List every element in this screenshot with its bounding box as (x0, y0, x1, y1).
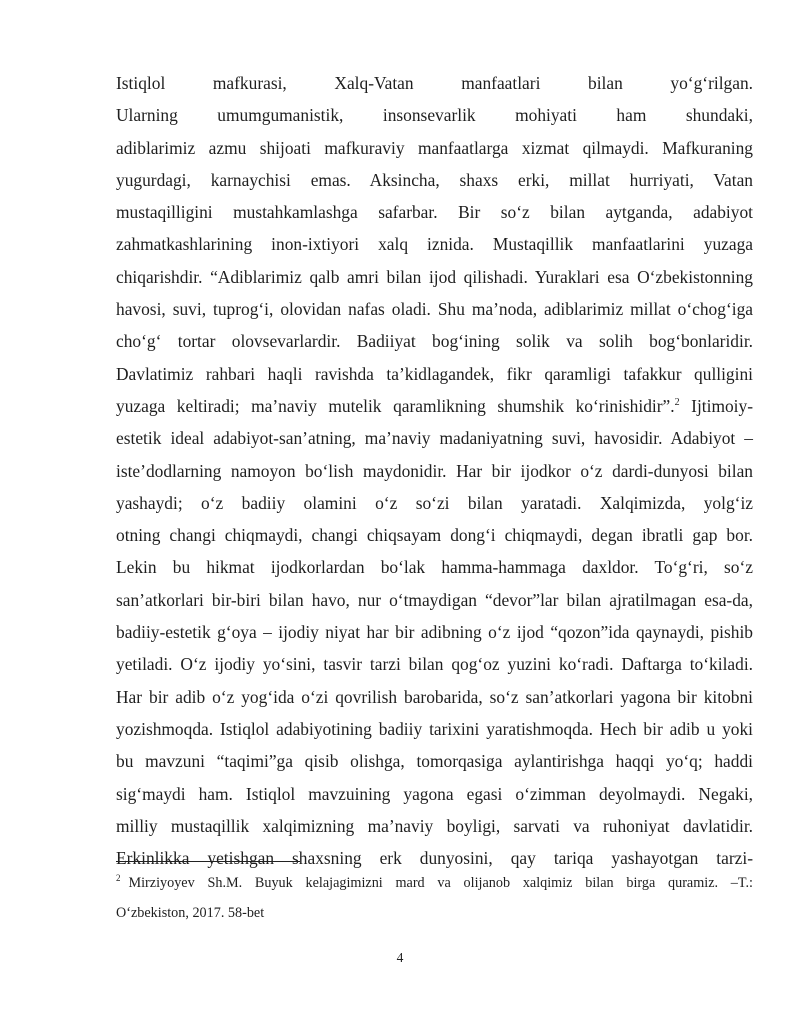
text-span: yuzaga keltiradi; ma’naviy mutelik qaramlikning shumshik ko‘rinishidir”. (116, 395, 675, 416)
text-line: Davlatimiz rahbari haqli ravishda ta’kidlagandek, fikr qaramligi tafakkur qulligini (116, 363, 753, 384)
text-line: Istiqlol mafkurasi, Xalq-Vatan manfaatlari bilan yo‘g‘rilgan. (116, 73, 753, 93)
text-line: yozishmoqda. Istiqlol adabiyotining badiiy tarixini yaratishmoqda. Hech bir adib u yoki (116, 718, 753, 739)
text-line: Har bir adib o‘z yog‘ida o‘zi qovrilish barobarida, so‘z san’atkorlari yagona bir kitobni (116, 686, 753, 707)
text-line: milliy mustaqillik xalqimizning ma’naviy boyligi, sarvati va ruhoniyat davlatidir. (116, 815, 753, 836)
body-text (116, 67, 753, 874)
footnote-reference[interactable]: 2 (674, 397, 680, 409)
footnote-line: O‘zbekiston, 2017. 58-bet (116, 905, 265, 921)
text-line: havosi, suvi, tuprog‘i, olovidan nafas oladi. Shu ma’noda, adiblarimiz millat o‘chog‘iga (116, 299, 753, 320)
footnote-line (116, 868, 753, 898)
text-line: yetiladi. O‘z ijodiy yo‘sini, tasvir tarzi bilan qog‘oz yuzini ko‘radi. Daftarga to‘kiladi. (116, 654, 753, 675)
text-line: yugurdagi, karnaychisi emas. Aksincha, shaxs erki, millat hurriyati, Vatan (116, 169, 753, 190)
text-line: sig‘maydi ham. Istiqlol mavzuining yagona egasi o‘zimman deyolmaydi. Negaki, (116, 783, 753, 804)
text-line: Lekin bu hikmat ijodkorlardan bo‘lak hamma-hammaga daxldor. To‘g‘ri, so‘z (116, 557, 753, 578)
text-line: adiblarimiz azmu shijoati mafkuraviy manfaatlarga xizmat qilmaydi. Mafkuraning (116, 137, 753, 158)
text-line: otning changi chiqmaydi, changi chiqsayam dong‘i chiqmaydi, degan ibratli gap bor. (116, 525, 753, 546)
text-span: Ijtimoiy- (691, 395, 753, 416)
text-line: chiqarishdir. “Adiblarimiz qalb amri bilan ijod qilishadi. Yuraklari esa O‘zbekistonning (116, 266, 753, 287)
text-line: iste’dodlarning namoyon bo‘lish maydonidir. Har bir ijodkor o‘z dardi-dunyosi bilan (116, 460, 753, 481)
text-line: zahmatkashlarining inon-ixtiyori xalq iznida. Mustaqillik manfaatlarini yuzaga (116, 234, 753, 255)
footnote-divider (116, 861, 300, 862)
text-line: Ularning umumgumanistik, insonsevarlik mohiyati ham shundaki, (116, 105, 753, 126)
text-line: bu mavzuni “taqimi”ga qisib olishga, tomorqasiga aylantirishga haqqi yo‘q; haddi (116, 751, 753, 772)
text-line: Erkinlikka yetishgan shaxsning erk dunyosini, qay tariqa yashayotgan tarzi- (116, 848, 753, 869)
text-line: badiiy-estetik g‘oya – ijodiy niyat har bir adibning o‘z ijod “qozon”ida qaynaydi, pishib (116, 622, 753, 643)
text-line: cho‘g‘ tortar olovsevarlardir. Badiiyat bog‘ining solik va solih bog‘bonlaridir. (116, 331, 753, 352)
footnote (116, 868, 753, 928)
text-line: estetik ideal adabiyot-san’atning, ma’naviy madaniyatning suvi, havosidir. Adabiyot – (116, 428, 753, 449)
footnote-text: Mirziyoyev Sh.M. Buyuk kelajagimizni mard va olijanob xalqimiz bilan birga quramiz. –T.: (128, 875, 753, 891)
text-line-with-footnote-ref (116, 390, 753, 422)
footnote-marker: 2 (116, 873, 121, 884)
text-line: yashaydi; o‘z badiiy olamini o‘z so‘zi bilan yaratadi. Xalqimizda, yolg‘iz (116, 492, 753, 513)
text-line: san’atkorlari bir-biri bilan havo, nur o‘tmaydigan “devor”lar bilan ajratilmagan esa-da, (116, 589, 753, 610)
page-number: 4 (396, 950, 404, 965)
text-line: mustaqilligini mustahkamlashga safarbar. Bir so‘z bilan aytganda, adabiyot (116, 202, 753, 223)
